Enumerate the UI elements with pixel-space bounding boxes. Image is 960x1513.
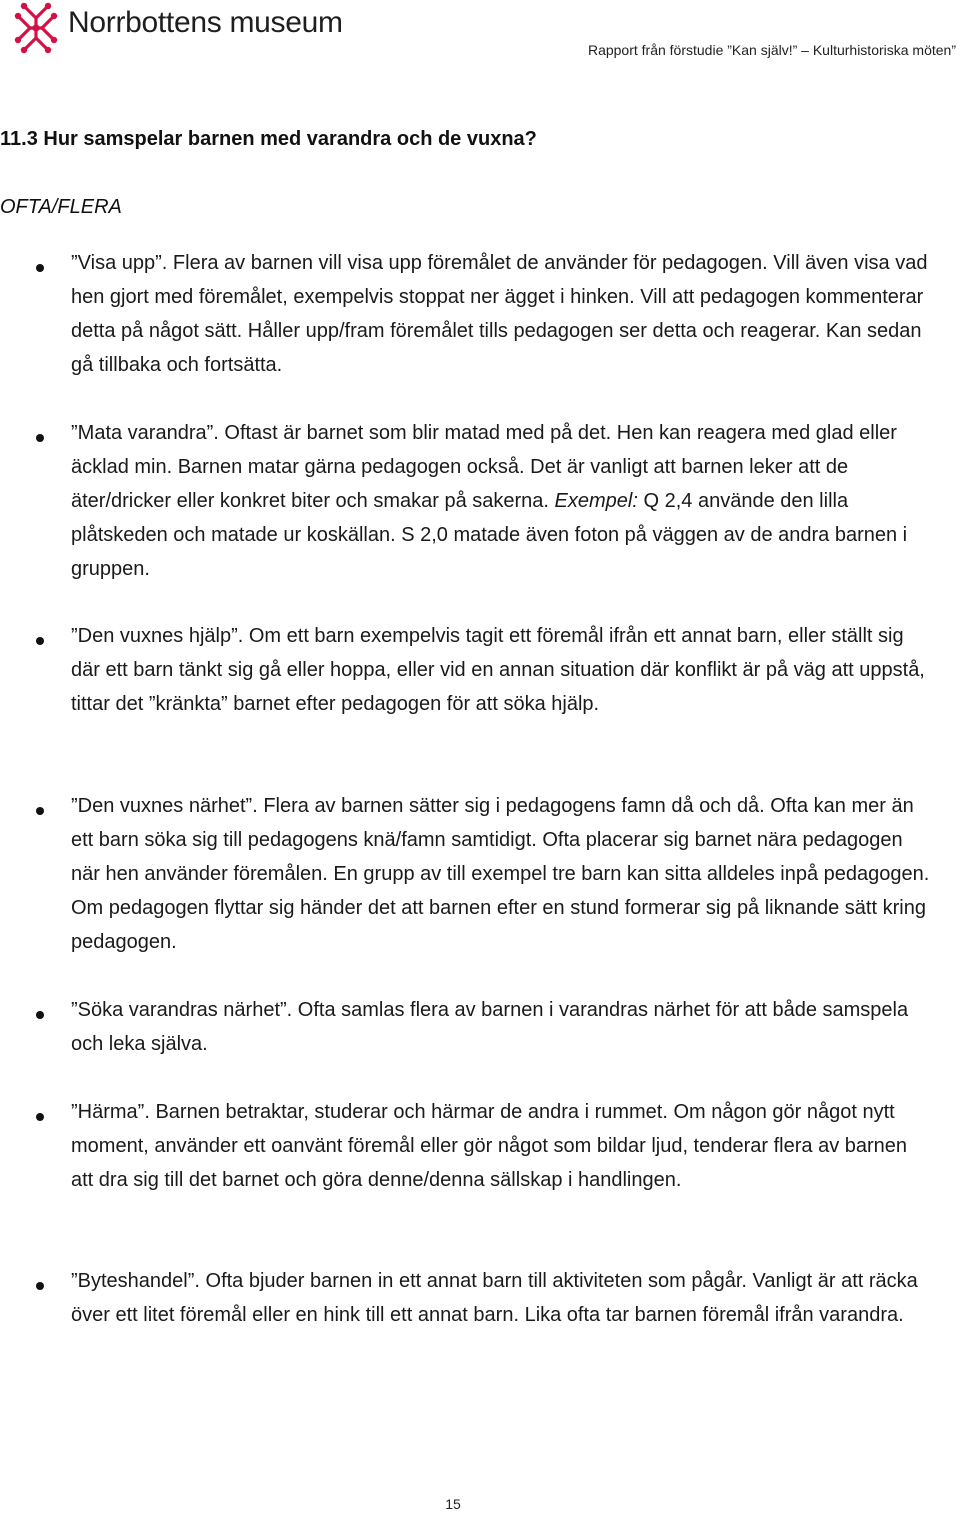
bullet-icon [36,434,44,442]
bullet-icon [36,1011,44,1019]
list-item-text: ”Den vuxnes närhet”. Flera av barnen sätter sig i pedagogens famn då och då. Ofta kan mer än ett barn söka sig till pedagogens knä/famn samtidigt. Ofta placerar sig barnet nära pedagogen när hen använder föremålen. En grupp av till exempel tre barn kan sitta alldeles inpå pedagogen. Om pedagogen flyttar sig händer det att barnen efter en stund formerar sig på liknande sätt kring pedagogen. [71,795,930,953]
bullet-icon [36,1282,44,1290]
list-item-text: ”Visa upp”. Flera av barnen vill visa upp föremålet de använder för pedagogen. Vill även visa vad hen gjort med föremålet, exempelvis stoppat ner ägget i hinken. Vill att pedagogen kommenterar detta på något sätt. Håller upp/fram föremålet tills pedagogen ser detta och reagerar. Kan sedan gå tillbaka och fortsätta. [71,252,928,376]
list-item-text: ”Den vuxnes hjälp”. Om ett barn exempelvis tagit ett föremål ifrån ett annat barn, eller ställt sig där ett barn tänkt sig gå eller hoppa, eller vid en annan situation där konflikt är på väg att uppstå, tittar det ”kränkta” barnet efter pedagogen för att söka hjälp. [71,625,925,715]
list-item-text: ”Söka varandras närhet”. Ofta samlas flera av barnen i varandras närhet för att både samspela och leka själva. [71,999,909,1055]
bullet-icon [36,807,44,815]
bullet-icon [36,264,44,272]
list-item-text [71,416,931,586]
page-header [0,0,960,70]
bullet-icon [36,1113,44,1121]
example-label: Exempel: [554,490,638,512]
page-number: 15 [445,1496,461,1512]
list-item-text-example: Q 2,4 använde den lilla plåtskeden och matade ur koskällan. S 2,0 matade även foton på väggen av de andra barnen i gruppen. [71,490,908,580]
frequency-label: OFTA/FLERA [0,196,122,218]
brand-name: Norrbottens museum [68,6,343,39]
running-title: Rapport från förstudie ”Kan själv!” – Kulturhistoriska möten” [587,42,956,58]
bullet-icon [36,637,44,645]
section-heading: 11.3 Hur samspelar barnen med varandra och de vuxna? [0,128,537,150]
museum-logo-icon [10,0,62,60]
list-item-text-main: ”Mata varandra”. Oftast är barnet som blir matad med på det. Hen kan reagera med glad eller äcklad min. Barnen matar gärna pedagogen också. Det är vanligt att barnen leker att de äter/dricker eller konkret biter och smakar på sakerna. [71,422,897,512]
list-item-text: ”Byteshandel”. Ofta bjuder barnen in ett annat barn till aktiviteten som pågår. Vanligt är att räcka över ett litet föremål eller en hink till ett annat barn. Lika ofta tar barnen föremål ifrån varandra. [71,1270,918,1326]
list-item-text: ”Härma”. Barnen betraktar, studerar och härmar de andra i rummet. Om någon gör något nytt moment, använder ett oanvänt föremål eller gör något som bildar ljud, tenderar flera av barnen att dra sig till det barnet och göra denne/denna sällskap i handlingen. [71,1101,908,1191]
